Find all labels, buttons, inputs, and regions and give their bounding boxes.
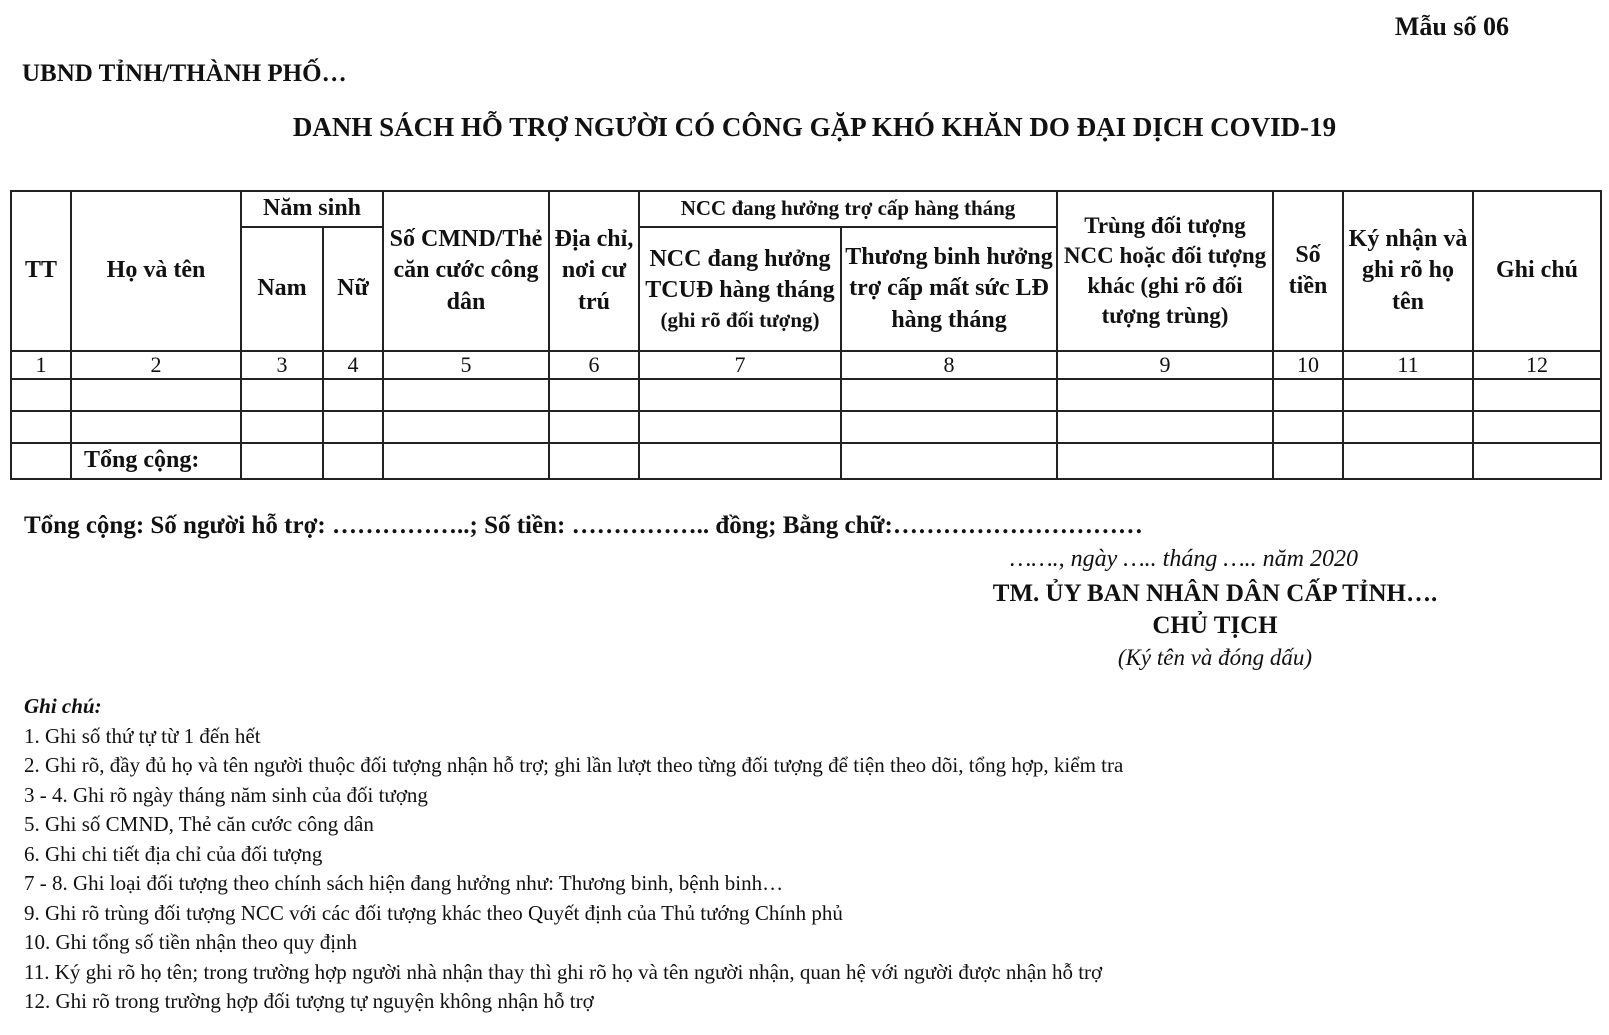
note-item: 1. Ghi số thứ tự từ 1 đến hết	[24, 723, 261, 748]
header-trung-doi-tuong: Trùng đối tượng NCC hoặc đối tượng khác (ghi rõ đối tượng trùng)	[1057, 191, 1273, 351]
agency-name: UBND TỈNH/THÀNH PHỐ…	[22, 60, 347, 87]
table-cell[interactable]	[549, 443, 639, 479]
document-title: DANH SÁCH HỖ TRỢ NGƯỜI CÓ CÔNG GẶP KHÓ KHĂN DO ĐẠI DỊCH COVID-19	[292, 112, 1337, 142]
table-cell[interactable]	[1273, 411, 1343, 443]
table-cell[interactable]	[241, 443, 323, 479]
header-ky-nhan: Ký nhận và ghi rõ họ tên	[1343, 191, 1473, 351]
column-number: 10	[1273, 351, 1343, 379]
table-row	[11, 411, 1601, 443]
table-cell[interactable]	[11, 379, 71, 411]
column-number: 5	[383, 351, 549, 379]
table-cell[interactable]	[1343, 443, 1473, 479]
signature-note: (Ký tên và đóng dấu)	[1117, 645, 1313, 670]
total-row	[11, 443, 1601, 479]
table-cell[interactable]	[71, 411, 241, 443]
note-item: 5. Ghi số CMND, Thẻ căn cước công dân	[24, 812, 374, 836]
table-cell[interactable]	[383, 379, 549, 411]
table-cell[interactable]	[639, 379, 841, 411]
note-item: 11. Ký ghi rõ họ tên; trong trường hợp người nhà nhận thay thì ghi rõ họ và tên người nhận, quan hệ với người được nhận hỗ trợ	[24, 959, 1103, 984]
header-ncc-tcud-label: NCC đang hưởng TCUĐ hàng tháng	[645, 246, 835, 304]
table-cell[interactable]	[71, 379, 241, 411]
note-item: 2. Ghi rõ, đầy đủ họ và tên người thuộc đối tượng nhận hỗ trợ; ghi lần lượt theo từng đối tượng để tiện theo dõi, tổng hợp, kiểm tra	[24, 753, 1124, 777]
header-nam: Nam	[241, 227, 323, 351]
table-cell[interactable]	[549, 411, 639, 443]
summary-line: Tổng cộng: Số người hỗ trợ: ……………..; Số tiền: …………….. đồng; Bằng chữ:…………………………	[24, 512, 1143, 539]
header-so-tien: Số tiền	[1273, 191, 1343, 351]
table-cell[interactable]	[323, 443, 383, 479]
column-number: 9	[1057, 351, 1273, 379]
column-number: 4	[323, 351, 383, 379]
form-number: Mẫu số 06	[1394, 12, 1509, 41]
header-ncc-group: NCC đang hưởng trợ cấp hàng tháng	[639, 191, 1057, 227]
table-cell[interactable]	[841, 443, 1057, 479]
header-ghi-chu: Ghi chú	[1473, 191, 1601, 351]
table-cell[interactable]	[1273, 379, 1343, 411]
table-cell[interactable]	[323, 411, 383, 443]
table-cell[interactable]	[841, 411, 1057, 443]
column-number: 2	[71, 351, 241, 379]
table-cell[interactable]	[1057, 379, 1273, 411]
total-label: Tổng cộng:	[71, 443, 241, 479]
table-cell[interactable]	[323, 379, 383, 411]
table-cell[interactable]	[1473, 411, 1601, 443]
header-nu: Nữ	[323, 227, 383, 351]
header-cmnd: Số CMND/Thẻ căn cước công dân	[383, 191, 549, 351]
note-item: 10. Ghi tổng số tiền nhận theo quy định	[24, 930, 358, 954]
support-list-table	[10, 190, 1602, 480]
table-cell[interactable]	[1473, 379, 1601, 411]
header-ho-ten: Họ và tên	[71, 191, 241, 351]
header-ncc-tcud-note: (ghi rõ đối tượng)	[660, 307, 820, 332]
table-cell[interactable]	[639, 443, 841, 479]
table-cell[interactable]	[549, 379, 639, 411]
column-number: 3	[241, 351, 323, 379]
note-item: 9. Ghi rõ trùng đối tượng NCC với các đối tượng khác theo Quyết định của Thủ tướng Chính phủ	[24, 900, 843, 925]
column-number: 1	[11, 351, 71, 379]
date-line: ……., ngày ….. tháng ….. năm 2020	[1010, 546, 1359, 572]
notes-title: Ghi chú:	[24, 694, 102, 718]
note-item: 3 - 4. Ghi rõ ngày tháng năm sinh của đối tượng	[24, 782, 428, 807]
column-number: 6	[549, 351, 639, 379]
table-cell[interactable]	[1343, 379, 1473, 411]
table-cell[interactable]	[1273, 443, 1343, 479]
note-item: 6. Ghi chi tiết địa chỉ của đối tượng	[24, 841, 323, 866]
header-thuong-binh: Thương binh hưởng trợ cấp mất sức LĐ hàng tháng	[841, 227, 1057, 351]
table-cell[interactable]	[1473, 443, 1601, 479]
table-cell[interactable]	[1057, 443, 1273, 479]
header-ncc-tcud	[639, 227, 841, 351]
table-cell[interactable]	[841, 379, 1057, 411]
note-item: 12. Ghi rõ trong trường hợp đối tượng tự nguyện không nhận hỗ trợ	[24, 989, 594, 1013]
table-cell[interactable]	[11, 443, 71, 479]
notes-section	[24, 692, 1123, 1017]
table-row	[11, 379, 1601, 411]
table-cell[interactable]	[383, 411, 549, 443]
column-number: 11	[1343, 351, 1473, 379]
table-cell[interactable]	[383, 443, 549, 479]
table-cell[interactable]	[1343, 411, 1473, 443]
column-number: 7	[639, 351, 841, 379]
table-cell[interactable]	[241, 411, 323, 443]
header-tt: TT	[11, 191, 71, 351]
table-cell[interactable]	[639, 411, 841, 443]
column-number: 12	[1473, 351, 1601, 379]
signature-org: TM. ỦY BAN NHÂN DÂN CẤP TỈNH….	[992, 580, 1438, 607]
table-cell[interactable]	[1057, 411, 1273, 443]
header-nam-sinh: Năm sinh	[241, 191, 383, 227]
signature-title: CHỦ TỊCH	[1152, 612, 1278, 639]
note-item: 7 - 8. Ghi loại đối tượng theo chính sách hiện đang hưởng như: Thương binh, bệnh binh…	[24, 871, 784, 895]
table-cell[interactable]	[241, 379, 323, 411]
column-number: 8	[841, 351, 1057, 379]
header-dia-chi: Địa chỉ, nơi cư trú	[549, 191, 639, 351]
table-cell[interactable]	[11, 411, 71, 443]
